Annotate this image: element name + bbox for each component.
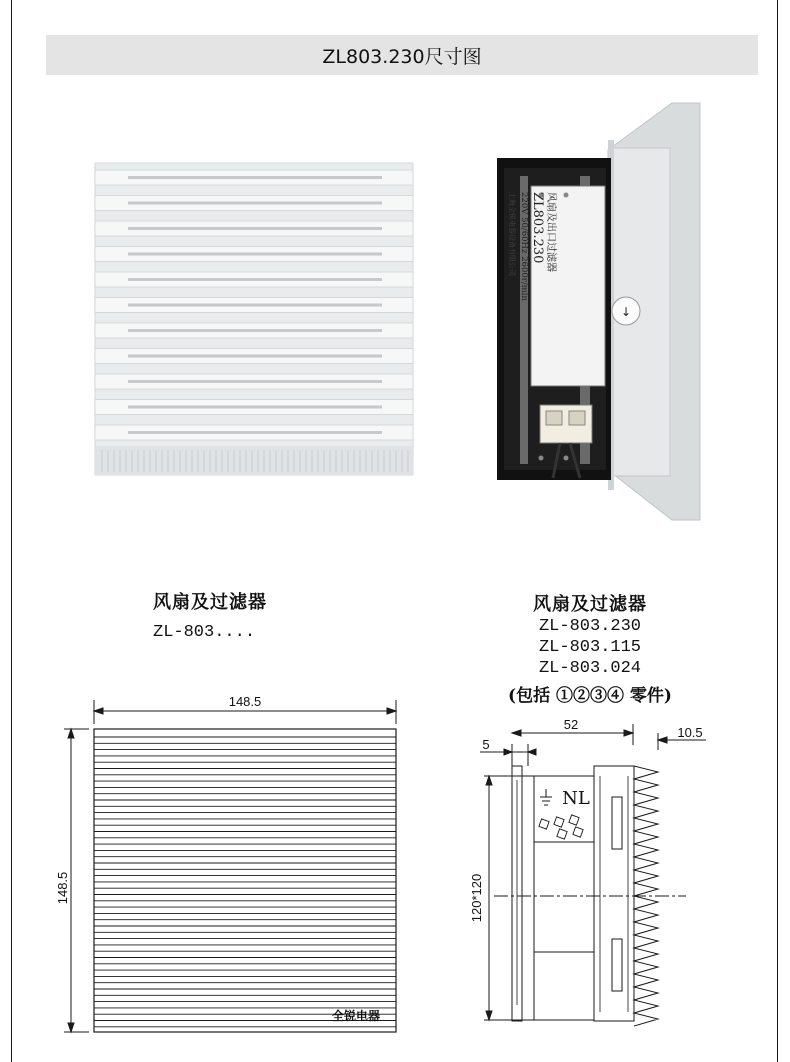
front-view-drawing [64,700,396,1032]
page-title: ZL803.230尺寸图 [322,45,482,68]
filter-slat-gap [128,227,382,230]
product-label-right [490,590,690,706]
sticker-line-2: ZL803.230 [530,192,545,264]
side-fan-dimension: 120*120 [469,873,484,923]
filter-front-photo [95,163,413,475]
product-right-model-2: ZL-803.115 [538,638,642,657]
product-label-left [153,588,267,643]
terminal-label: NL [562,788,590,809]
filter-slat-gap [128,355,382,358]
side-depth-dimension: 52 [563,717,579,732]
filter-slat-gap [128,202,382,205]
product-right-name: 风扇及过滤器 [533,594,647,615]
filter-slat-gap [128,329,382,332]
product-left-name: 风扇及过滤器 [153,592,267,613]
filter-slat-gap [128,380,382,383]
side-grille-dimension: 10.5 [677,725,703,740]
sticker-line-3: 220V 50/60Hz 2600r/min [519,192,529,301]
fan-side-photo [497,103,700,520]
brand-label: 全锐电器 [331,1009,381,1023]
filter-slat-gap [128,176,382,179]
filter-slat-gap [128,431,382,434]
side-view-drawing [480,724,706,1026]
filter-slat-gap [128,304,382,307]
filter-slat-gap [128,253,382,256]
front-height-dimension: 148.5 [55,871,70,905]
product-right-note: (包括 ①②③④ 零件) [508,686,672,706]
side-frame-dimension: 5 [482,737,490,752]
product-right-model-1: ZL-803.230 [538,617,642,636]
product-left-model: ZL-803.... [153,623,256,642]
sticker-line-4: 上海全锐电器设备有限公司 [508,192,516,276]
svg-text:↓: ↓ [620,305,632,319]
filter-slat-gap [128,278,382,281]
front-width-dimension: 148.5 [228,694,262,709]
product-right-model-3: ZL-803.024 [538,659,642,678]
sticker-line-1: 风扇及出口过滤器 [545,192,556,272]
filter-slat-gap [128,406,382,409]
